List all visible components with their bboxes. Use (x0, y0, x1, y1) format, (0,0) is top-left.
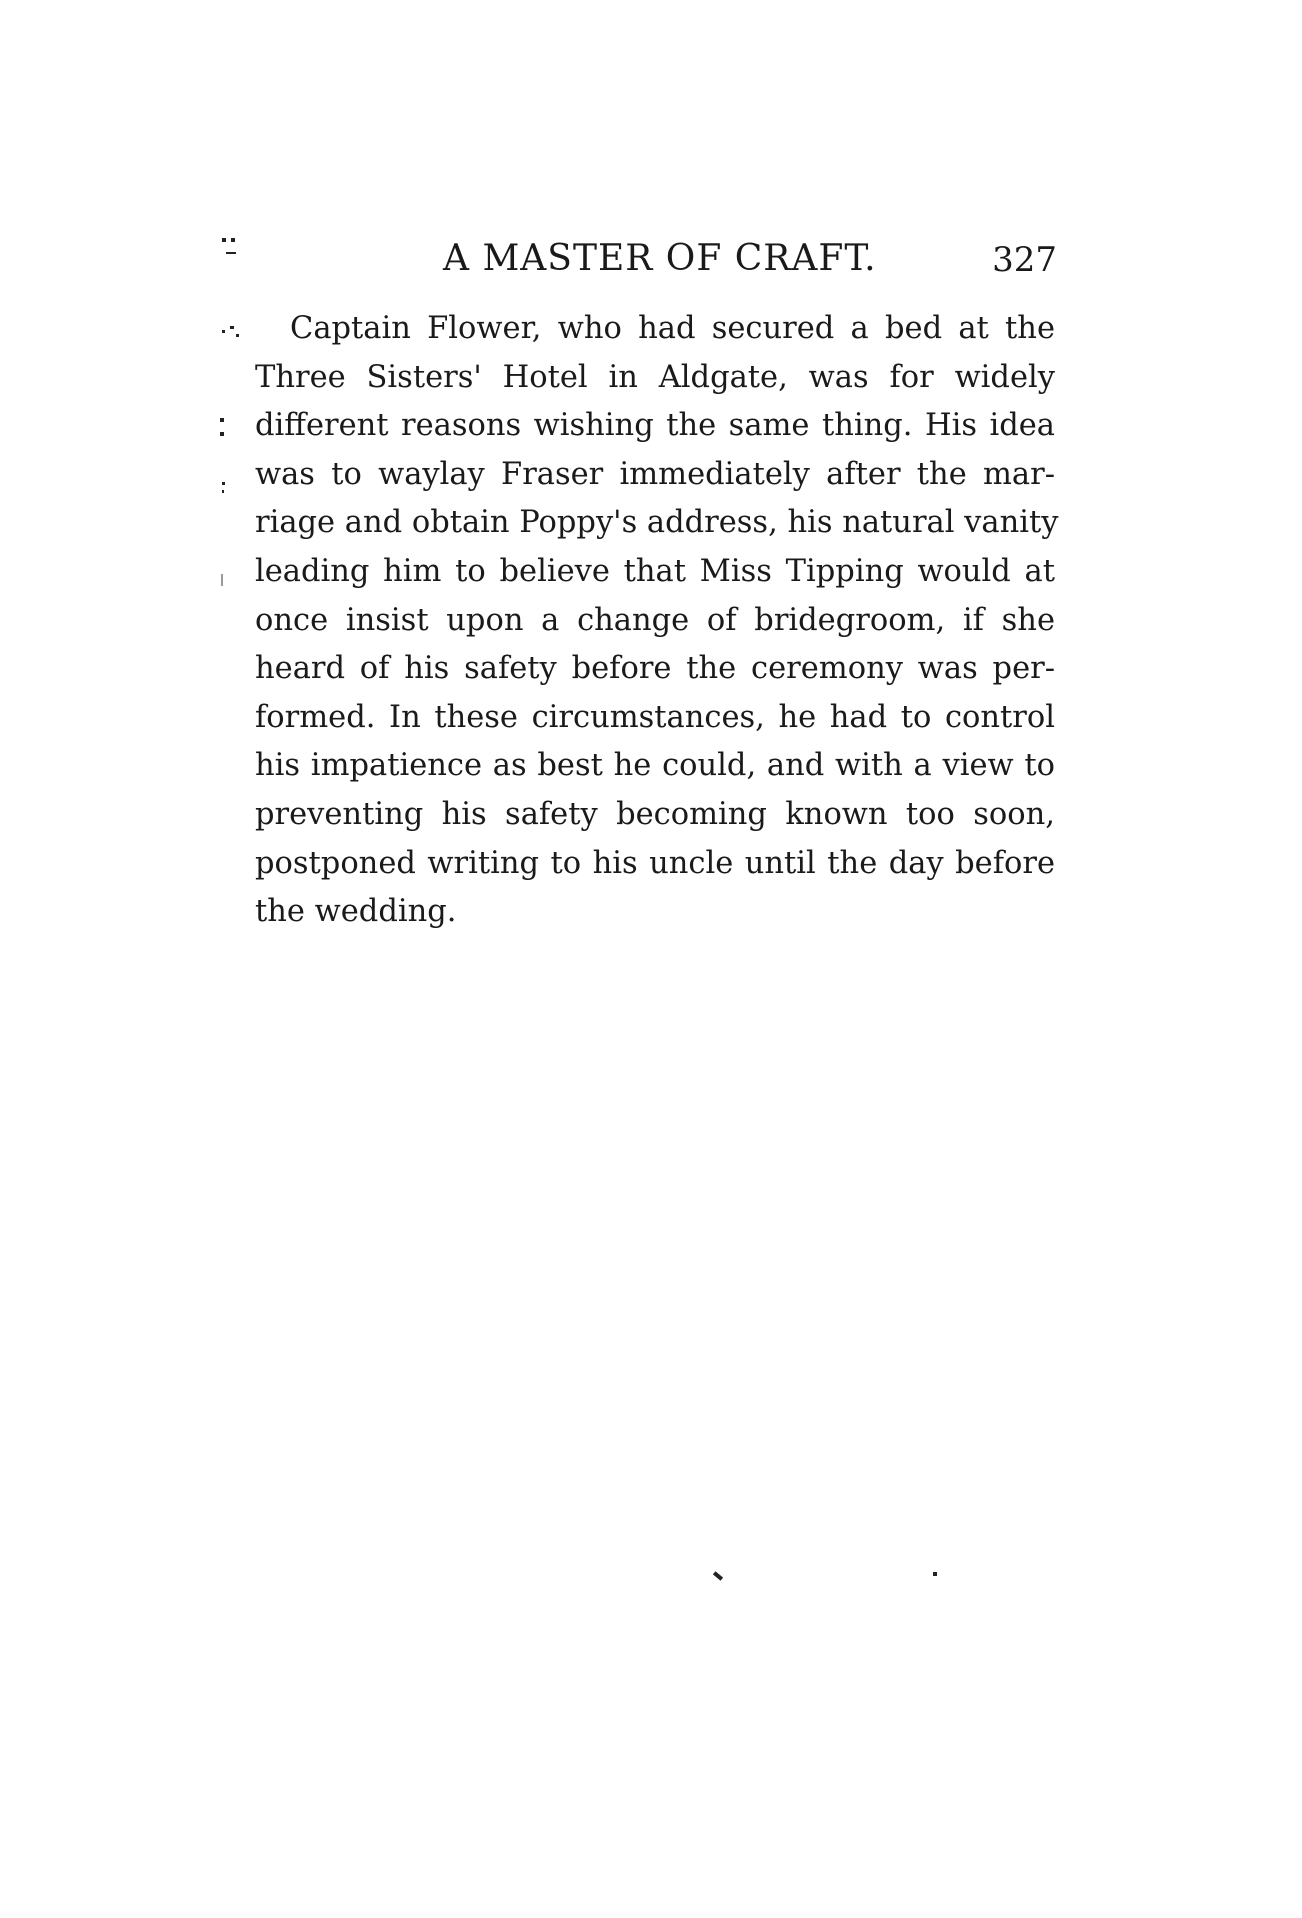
scan-speck (713, 1571, 723, 1580)
text-line: the wedding. (255, 894, 457, 930)
margin-speck (236, 334, 239, 337)
text-line: Three Sisters' Hotel in Aldgate, was for widely (255, 359, 1055, 395)
running-title: A MASTER OF CRAFT. (443, 238, 877, 279)
margin-speck (230, 326, 234, 329)
text-line: formed. In these circumstances, he had to control (255, 699, 1055, 735)
body-paragraph (255, 305, 1059, 937)
text-line: riage and obtain Poppy's address, his natural vanity (255, 505, 1059, 541)
scan-speck (933, 1572, 937, 1576)
text-line: different reasons wishing the same thing. His idea (255, 408, 1055, 444)
text-line: leading him to believe that Miss Tipping would at (255, 553, 1055, 589)
text-line: his impatience as best he could, and with a view to (255, 748, 1055, 784)
text-line: Captain Flower, who had secured a bed at the (290, 311, 1055, 346)
running-head (255, 238, 1075, 288)
margin-speck (220, 432, 224, 436)
text-line: preventing his safety becoming known too soon, (255, 796, 1055, 832)
margin-speck (231, 238, 235, 242)
text-line: postponed writing to his uncle until the day before (255, 845, 1055, 881)
margin-speck (222, 238, 226, 242)
margin-speck (226, 252, 236, 254)
margin-speck (222, 482, 225, 485)
margin-speck (221, 574, 223, 586)
text-line: once insist upon a change of bridegroom, if she (255, 602, 1055, 638)
text-line: heard of his safety before the ceremony was per- (255, 651, 1055, 687)
page-number: 327 (992, 240, 1057, 280)
text-line: was to waylay Fraser immediately after the mar- (255, 456, 1055, 492)
margin-speck (220, 418, 224, 422)
margin-speck (222, 490, 224, 493)
margin-speck (222, 330, 225, 333)
